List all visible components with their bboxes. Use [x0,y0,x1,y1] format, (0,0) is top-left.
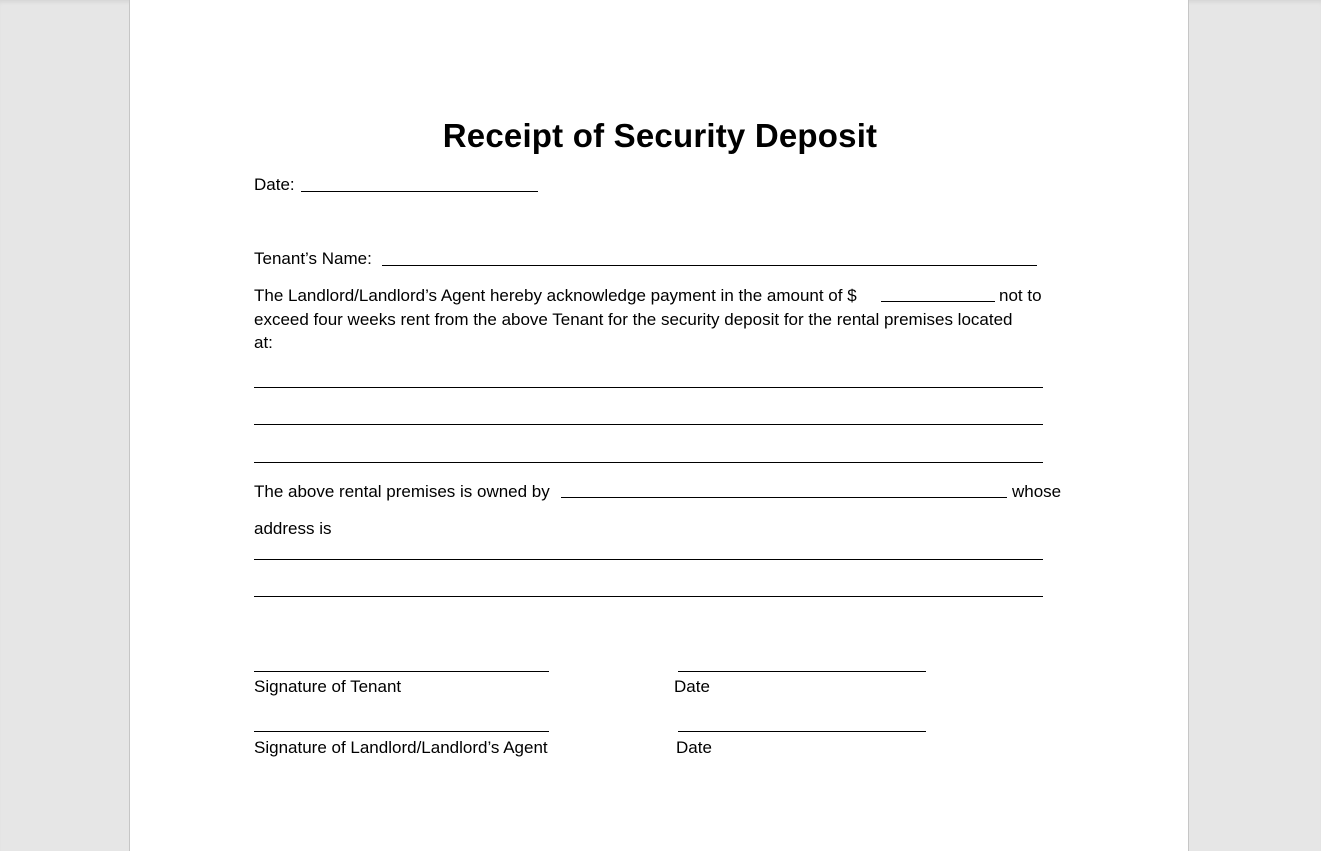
document-page [129,0,1189,851]
tenant-signature-date-line[interactable] [678,671,926,672]
tenant-name-blank-field[interactable] [382,265,1037,266]
premises-address-line-2[interactable] [254,424,1043,425]
tenant-name-label: Tenant’s Name: [254,249,372,268]
landlord-signature-label: Signature of Landlord/Landlord’s Agent [254,738,548,757]
acknowledgement-line-1 [254,285,857,307]
acknowledgement-line-3: at: [254,333,273,352]
tenant-signature-line[interactable] [254,671,549,672]
date-blank-field[interactable] [301,191,538,192]
owner-address-label: address is [254,519,332,538]
acknowledgement-line-2: exceed four weeks rent from the above Tenant for the security deposit for the rental premises located [254,310,1013,329]
amount-blank-field[interactable] [881,301,995,302]
landlord-signature-date-line[interactable] [678,731,926,732]
owner-address-line-1[interactable] [254,559,1043,560]
document-title: Receipt of Security Deposit [442,117,878,154]
date-label: Date: [254,175,295,194]
tenant-signature-label: Signature of Tenant [254,677,402,696]
owner-name-blank-field[interactable] [561,497,1007,498]
premises-address-line-1[interactable] [254,387,1043,388]
landlord-signature-date-label: Date [676,738,712,757]
owner-address-line-2[interactable] [254,596,1043,597]
ownership-text-after: whose [1012,482,1062,501]
ownership-text-before: The above rental premises is owned by [254,482,550,501]
tenant-signature-date-label: Date [674,677,710,696]
landlord-signature-line[interactable] [254,731,549,732]
acknowledgement-text-after-amount: not to [999,286,1042,305]
acknowledgement-text-before-amount: The Landlord/Landlord’s Agent hereby acknowledge payment in the amount of $ [254,286,857,305]
premises-address-line-3[interactable] [254,462,1043,463]
